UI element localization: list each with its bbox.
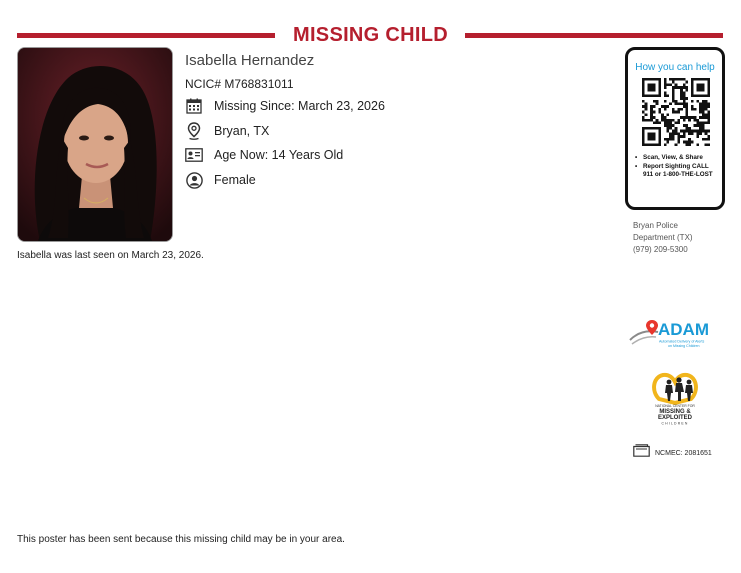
ncic-number: NCIC# M768831011	[185, 77, 294, 91]
ncmec-line1: NATIONAL CENTER FOR	[655, 404, 695, 408]
folder-icon	[633, 444, 650, 462]
sex: Female	[214, 173, 256, 187]
agency-phone: (979) 209-5300	[633, 245, 688, 254]
agency-name-line2: Department (TX)	[633, 233, 693, 242]
ncmec-line3: EXPLOITED	[657, 415, 693, 421]
adam-wordmark: ADAM	[658, 320, 709, 339]
id-card-icon	[185, 146, 203, 164]
age-row	[185, 146, 344, 164]
case-id-row	[633, 446, 712, 460]
missing-since: Missing Since: March 23, 2026	[214, 99, 385, 113]
child-name: Isabella Hernandez	[185, 52, 315, 69]
case-id: NCMEC: 2081651	[655, 449, 712, 457]
ncmec-line4: CHILDREN	[661, 421, 689, 426]
ncmec-line2: MISSING &	[659, 409, 691, 415]
help-panel-title: How you can help	[635, 62, 715, 73]
sex-row	[185, 171, 256, 189]
ncmec-logo	[645, 369, 705, 429]
location: Bryan, TX	[214, 124, 270, 138]
adam-tagline-1: Automated Delivery of Alerts	[659, 339, 705, 344]
agency-contact	[633, 220, 693, 256]
location-row	[185, 122, 270, 140]
qr-code[interactable]	[642, 78, 710, 146]
help-item-share: • Scan, View, & Share	[635, 154, 719, 162]
missing-since-row	[185, 97, 385, 115]
person-icon	[185, 171, 203, 189]
age-now: Age Now: 14 Years Old	[214, 148, 344, 162]
child-photo	[17, 47, 173, 242]
help-list	[635, 154, 719, 180]
page-title: MISSING CHILD	[292, 24, 448, 46]
calendar-icon	[185, 97, 203, 115]
agency-name-line1: Bryan Police	[633, 221, 678, 230]
last-seen-text: Isabella was last seen on March 23, 2026.	[17, 250, 204, 261]
help-panel	[625, 47, 725, 210]
adam-logo	[628, 318, 720, 354]
footer-notice: This poster has been sent because this missing child may be in your area.	[17, 534, 345, 545]
adam-tagline-2: on Missing Children	[668, 344, 700, 348]
help-item-report: • Report Sighting CALL 911 or 1-800-THE-LOST	[635, 163, 719, 179]
location-pin-icon	[185, 122, 203, 140]
